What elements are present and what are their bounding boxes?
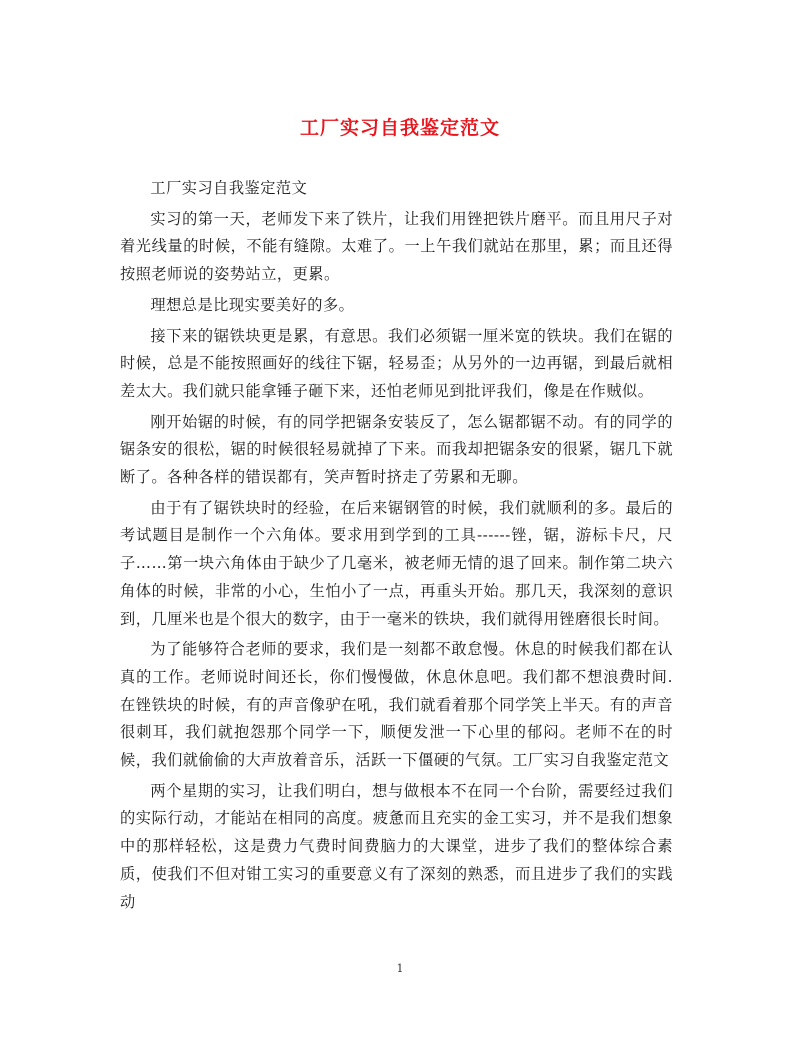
document-body — [120, 175, 673, 919]
paragraph: 两个星期的实习，让我们明白，想与做根本不在同一个台阶，需要经过我们的实际行动，才能站在相同的高度。疲惫而且充实的金工实习，并不是我们想象中的那样轻松，这是费力气费时间费脑力的大课堂，进步了我们的整体综合素质，使我们不但对钳工实习的重要意义有了深刻的熟悉，而且进步了我们的实践动 — [120, 781, 673, 911]
paragraph: 理想总是比现实要美好的多。 — [150, 295, 355, 314]
paragraph: 由于有了锯铁块时的经验，在后来锯钢管的时候，我们就顺利的多。最后的考试题目是制作一个六角体。要求用到学到的工具------锉，锯，游标卡尺，尺子……第一块六角体由于缺少了几毫米，被老师无情的退了回来。制作第二块六角体的时候，非常的小心，生怕小了一点，再重头开始。那几天，我深刻的意识到，几厘米也是个很大的数字，由于一毫米的铁块，我们就得用锉磨很长时间。 — [120, 498, 673, 628]
paragraph: 刚开始锯的时候，有的同学把锯条安装反了，怎么锯都锯不动。有的同学的锯条安的很松，锯的时候很轻易就掉了下来。而我却把锯条安的很紧，锯几下就断了。各种各样的错误都有，笑声暂时挤走了劳累和无聊。 — [120, 412, 673, 487]
paragraph: 接下来的锯铁块更是累，有意思。我们必须锯一厘米宽的铁块。我们在锯的时候，总是不能按照画好的线往下锯，轻易歪；从另外的一边再锯，到最后就相差太大。我们就只能拿锤子砸下来，还怕老师见到批评我们，像是在作贼似。 — [120, 326, 673, 400]
paragraph-heading: 工厂实习自我鉴定范文 — [150, 179, 308, 197]
paragraph: 实习的第一天，老师发下来了铁片，让我们用锉把铁片磨平。而且用尺子对着光线量的时候，不能有缝隙。太难了。一上午我们就站在那里，累；而且还得按照老师说的姿势站立，更累。 — [120, 209, 673, 284]
paragraph: 为了能够符合老师的要求，我们是一刻都不敢怠慢。休息的时候我们都在认真的工作。老师说时间还长，你们慢慢做，休息休息吧。我们都不想浪费时间.在锉铁块的时候，有的声音像驴在吼，我们就看着那个同学笑上半天。有的声音很刺耳，我们就抱怨那个同学一下，顺便发泄一下心里的郁闷。老师不在的时候，我们就偷偷的大声放着音乐，活跃一下僵硬的气氛。工厂实习自我鉴定范文 — [120, 640, 673, 770]
document-title: 工厂实习自我鉴定范文 — [299, 117, 500, 139]
page-number: 1 — [396, 962, 404, 975]
